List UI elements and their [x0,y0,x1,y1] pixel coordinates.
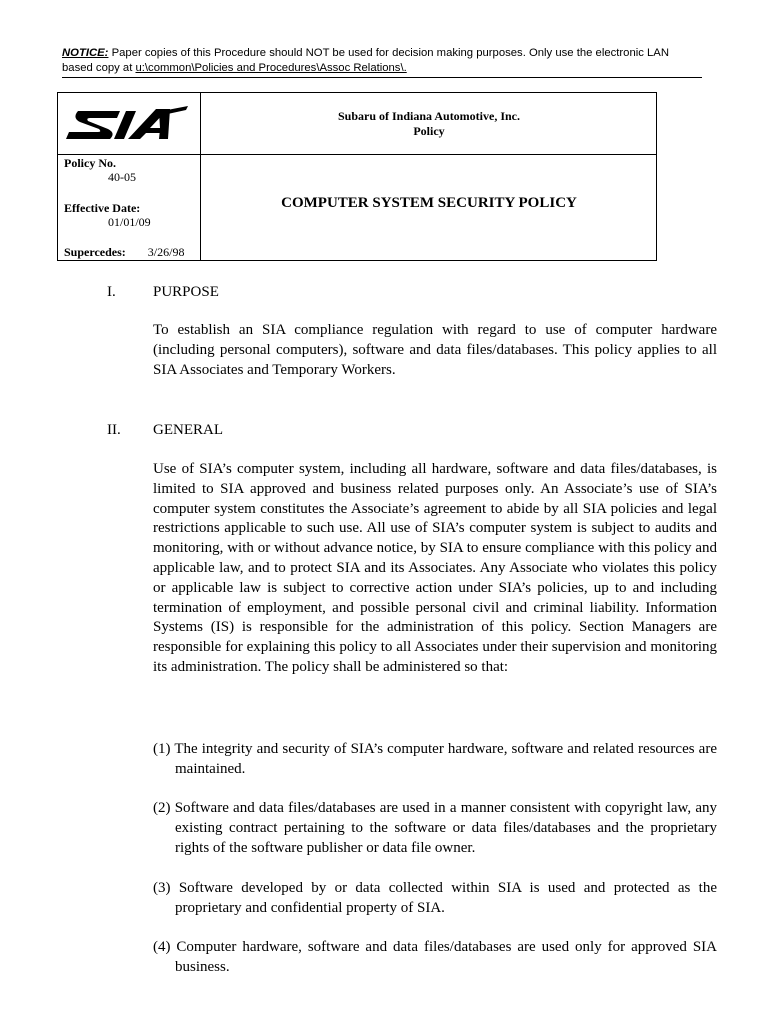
company-block [201,109,657,139]
section-1-body: To establish an SIA compliance regulation with regard to use of computer hardware (including personal computers), software and data files/databases. This policy applies to all SIA Associates and Temporary Workers. [153,322,717,378]
notice-text: Paper copies of this Procedure should NOT be used for decision making purposes. Only use the electronic LAN based copy at [62,47,669,74]
supercedes-block [64,245,184,259]
document-type: Policy [413,124,445,138]
notice-path-link[interactable]: u:\common\Policies and Procedures\Assoc Relations\. [135,62,407,74]
section-2-body: Use of SIA’s computer system, including all hardware, software and data files/databases, is limited to SIA approved and business related purposes only. An Associate’s use of SIA’s computer system constitutes the Associate’s agreement to abide by all SIA policies and legal restrictions applicable to such use. All use of SIA’s computer system is subject to audits and monitoring, with or without advance notice, by SIA to ensure compliance with this policy and applicable law, and to protect SIA and its Associates. Any Associate who violates this policy or applicable law is subject to corrective action under SIA’s policies, up to and including termination of employment, and possible personal civil and criminal liability. Information Systems (IS) is responsible for the administration of this policy. Section Managers are responsible for explaining this policy to all Associates under their supervision and monitoring its administration. The policy shall be administered so that: [153,461,717,675]
list-item-2: (2) Software and data files/databases are used in a manner consistent with copyright law, any existing contract pertaining to the software or data files/databases and the proprietary rights of the software publisher or data file owner. [153,800,717,856]
policy-no-block [64,156,136,184]
policy-no-label: Policy No. [64,156,116,170]
section-2-number: II. [107,422,121,438]
effective-date-label: Effective Date: [64,201,141,215]
policy-title: COMPUTER SYSTEM SECURITY POLICY [281,195,577,211]
effective-date-block [64,201,151,229]
policy-header-table [57,92,657,261]
list-item-3: (3) Software developed by or data collected within SIA is used and protected as the proprietary and confidential property of SIA. [153,880,717,916]
section-2-title: GENERAL [153,422,223,438]
notice-banner [62,46,702,78]
header-divider-horizontal [58,154,656,155]
list-item-4: (4) Computer hardware, software and data files/databases are used only for approved SIA business. [153,939,717,975]
list-item-1: (1) The integrity and security of SIA’s computer hardware, software and related resources are maintained. [153,741,717,777]
section-1-title: PURPOSE [153,284,219,300]
company-name: Subaru of Indiana Automotive, Inc. [337,109,521,123]
supercedes-label: Supercedes: [64,245,126,259]
notice-label: NOTICE: [62,47,109,59]
sia-logo [64,105,188,145]
supercedes-value: 3/26/98 [147,245,185,259]
effective-date-value: 01/01/09 [108,215,151,229]
policy-no-value: 40-05 [108,170,136,184]
section-1-number: I. [107,284,116,300]
